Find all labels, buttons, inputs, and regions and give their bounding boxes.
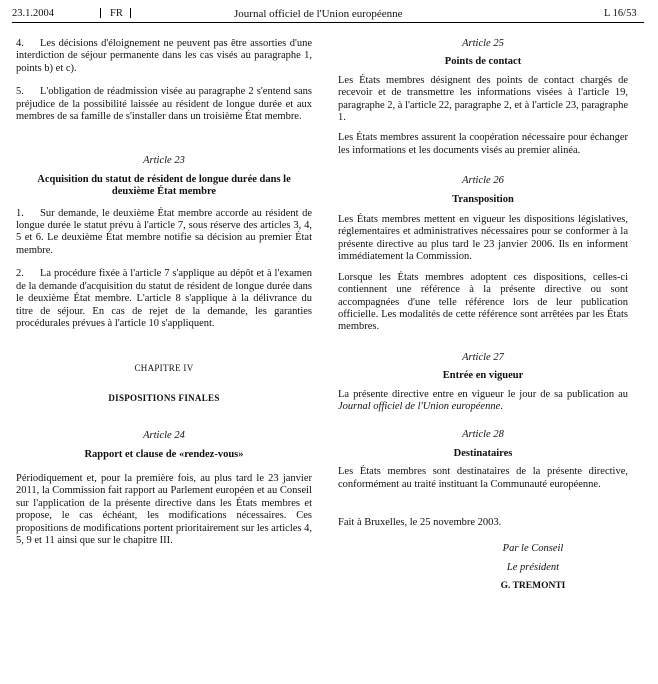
journal-reference: Journal officiel de l'Union européenne bbox=[338, 400, 501, 412]
article-24-number: Article 24 bbox=[143, 430, 185, 442]
left-column bbox=[16, 38, 312, 558]
signature-role: Le président bbox=[506, 561, 560, 573]
article-25-paragraph-1: Les États membres désignent des points de contact chargés de recevoir et de transmettre les informations visées à l'article 19, paragraphe 2, à l'article 22, paragraphe 2, et à l'article 23, paragraphe 1. bbox=[338, 74, 628, 124]
article-28-text: Les États membres sont destinataires de la présente directive, conformément au traité instituant la Communauté européenne. bbox=[338, 466, 628, 490]
header-divider bbox=[100, 8, 101, 18]
paragraph-number: 1. bbox=[16, 207, 24, 219]
article-27-text bbox=[338, 389, 628, 414]
header-page-ref: L 16/53 bbox=[604, 8, 637, 19]
article-26-title: Transposition bbox=[452, 193, 514, 205]
header-date: 23.1.2004 bbox=[12, 8, 54, 19]
article-27-number: Article 27 bbox=[462, 351, 504, 363]
paragraph-4 bbox=[16, 38, 312, 75]
article-23-paragraph-2 bbox=[16, 268, 312, 330]
signature-name: G. TREMONTI bbox=[500, 581, 566, 592]
paragraph-text: L'obligation de réadmission visée au paragraphe 2 s'entend sans préjudice de la possibilité laissée au résident de longue durée et aux membres de sa famille de s'installer dans un troisième État membre. bbox=[16, 86, 312, 123]
article-26-paragraph-1: Les États membres mettent en vigueur les dispositions législatives, réglementaires et administratives nécessaires pour se conformer à la présente directive au plus tard le 23 janvier 2006. Ils en informent immédiatement la Commission. bbox=[338, 214, 628, 263]
header-language: FR bbox=[110, 8, 123, 19]
article-25-number: Article 25 bbox=[462, 38, 504, 49]
article-24-text: Périodiquement et, pour la première fois, au plus tard le 23 janvier 2011, la Commission fait rapport au Parlement européen et au Conseil sur l'application de la présente directive dans les États membres et propose, le cas échéant, les modifications nécessaires. Ces propositions de modifications portent prioritairement sur les articles 4, 5, 9 et 11 ainsi que sur le chapitre III. bbox=[16, 472, 312, 546]
header-rule bbox=[12, 22, 644, 23]
article-25-paragraph-2: Les États membres assurent la coopération nécessaire pour échanger les informations et les documents visés au premier alinéa. bbox=[338, 132, 628, 156]
paragraph-number: 2. bbox=[16, 268, 24, 280]
chapter-heading: CHAPITRE IV bbox=[134, 363, 194, 374]
article-26-number: Article 26 bbox=[462, 175, 504, 187]
paragraph-text: Les décisions d'éloignement ne peuvent pas être assorties d'une interdiction de séjour permanente dans les cas visés au paragraphe 1, points b) et c). bbox=[16, 38, 312, 74]
article-28-title: Destinataires bbox=[453, 447, 513, 459]
header-journal-title: Journal officiel de l'Union européenne bbox=[234, 8, 403, 20]
article-25-title: Points de contact bbox=[444, 56, 522, 68]
right-column bbox=[338, 38, 628, 593]
article-27-text-start: La présente directive entre en vigueur le jour de sa publication au bbox=[338, 388, 628, 400]
paragraph-text: La procédure fixée à l'article 7 s'applique au dépôt et à l'examen de la demande d'acquisition du statut de résident de longue durée dans le deuxième État membre. L'article 8 s'applique à la délivrance du titre de séjour. En cas de rejet de la demande, les garanties procédurales prévues à l'article 10 s'appliquent. bbox=[16, 268, 312, 329]
paragraph-number: 4. bbox=[16, 38, 24, 49]
paragraph-5 bbox=[16, 86, 312, 123]
paragraph-number: 5. bbox=[16, 86, 24, 98]
article-27-text-end: . bbox=[500, 400, 503, 412]
article-28-number: Article 28 bbox=[462, 429, 504, 441]
page-header bbox=[12, 8, 644, 21]
place-and-date: Fait à Bruxelles, le 25 novembre 2003. bbox=[338, 516, 502, 528]
article-24-title: Rapport et clause de «rendez-vous» bbox=[84, 448, 244, 460]
signature-council: Par le Conseil bbox=[502, 543, 564, 555]
header-divider bbox=[130, 8, 131, 18]
article-27-title: Entrée en vigueur bbox=[442, 370, 524, 382]
chapter-title: DISPOSITIONS FINALES bbox=[108, 392, 220, 403]
paragraph-text: Sur demande, le deuxième État membre accorde au résident de longue durée le statut prévu à l'article 7, sous réserve des articles 3, 4, 5 et 6. Le deuxième État membre notifie sa décision au premier État membre. bbox=[16, 207, 312, 256]
article-23-paragraph-1 bbox=[16, 208, 312, 258]
article-26-paragraph-2: Lorsque les États membres adoptent ces dispositions, celles-ci contiennent une référence à la présente directive ou sont accompagnées d'une telle référence lors de leur publication officielle. Les modalités de cette référence sont arrêtées par les États membres. bbox=[338, 271, 628, 333]
article-23-number: Article 23 bbox=[143, 155, 185, 167]
article-23-title: Acquisition du statut de résident de longue durée dans le deuxième État membre bbox=[37, 173, 291, 198]
